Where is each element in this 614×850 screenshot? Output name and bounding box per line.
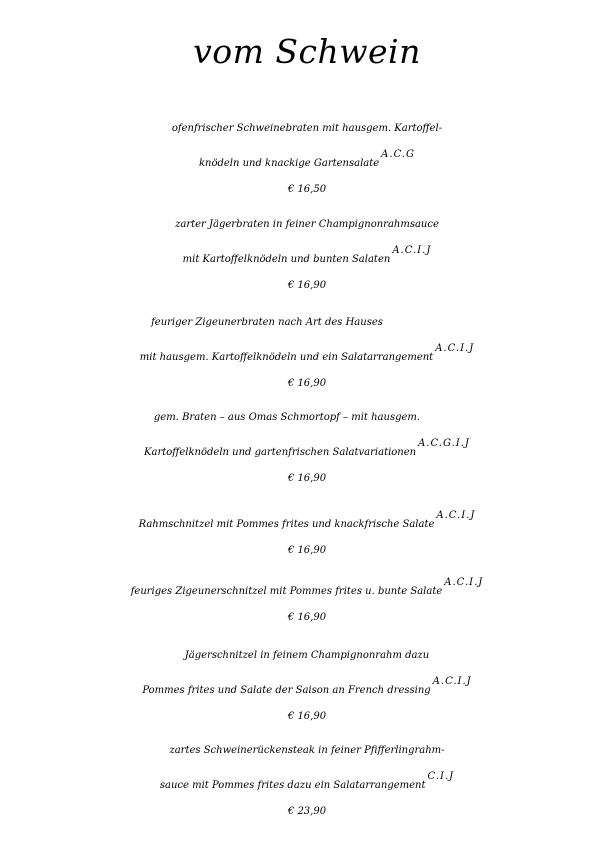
menu-item-price: € 16,90 — [287, 378, 327, 389]
menu-item — [0, 116, 614, 203]
menu-item — [0, 643, 614, 730]
menu-item-line: mit hausgem. Kartoffelknödeln und ein SalatarrangementA.C.I.J — [139, 343, 475, 363]
allergen-codes: A.C.I.J — [435, 343, 475, 354]
menu-item-line: Jägerschnitzel in feinem Champignonrahm dazu — [184, 650, 430, 661]
menu-item-price: € 16,90 — [287, 473, 327, 484]
menu-item-line: gem. Braten – aus Omas Schmortopf – mit hausgem. — [153, 412, 421, 423]
menu-item-line: feuriger Zigeunerbraten nach Art des Hauses — [151, 317, 383, 328]
menu-item-price: € 16,90 — [287, 711, 327, 722]
menu-item-price: € 16,50 — [287, 184, 327, 195]
menu-item — [0, 738, 614, 825]
menu-item — [0, 405, 614, 492]
menu-item-line: zartes Schweinerückensteak in feiner Pfifferlingrahm- — [169, 745, 445, 756]
menu-item-line: feuriges Zigeunerschnitzel mit Pommes frites u. bunte SalateA.C.I.J — [130, 577, 484, 597]
allergen-codes: A.C.G — [381, 149, 416, 160]
menu-item-line: Pommes frites und Salate der Saison an French dressingA.C.I.J — [142, 676, 472, 696]
menu-item-line: zarter Jägerbraten in feiner Champignonrahmsauce — [175, 219, 439, 230]
menu-item — [0, 503, 614, 564]
allergen-codes: A.C.I.J — [392, 245, 432, 256]
allergen-codes: A.C.G.I.J — [418, 438, 470, 449]
menu-item-price: € 16,90 — [287, 280, 327, 291]
menu-item — [0, 570, 614, 631]
page-title: vom Schwein — [193, 32, 421, 71]
menu-item-line: sauce mit Pommes frites dazu ein SalatarrangementC.I.J — [159, 771, 455, 791]
menu-item-line: Kartoffelknödeln und gartenfrischen SalatvariationenA.C.G.I.J — [144, 438, 470, 458]
allergen-codes: A.C.I.J — [432, 676, 472, 687]
menu-item-line: knödeln und knackige GartensalateA.C.G — [198, 149, 416, 169]
menu-item-price: € 16,90 — [287, 612, 327, 623]
menu-item-line: Rahmschnitzel mit Pommes frites und knackfrische SalateA.C.I.J — [138, 510, 476, 530]
menu-item-line: ofenfrischer Schweinebraten mit hausgem. Kartoffel- — [171, 123, 443, 134]
menu-item — [0, 212, 614, 299]
allergen-codes: C.I.J — [427, 771, 455, 782]
allergen-codes: A.C.I.J — [436, 510, 476, 521]
menu-item-price: € 23,90 — [287, 806, 327, 817]
menu-item-price: € 16,90 — [287, 545, 327, 556]
menu-item — [0, 310, 614, 397]
allergen-codes: A.C.I.J — [444, 577, 484, 588]
menu-item-line: mit Kartoffelknödeln und bunten SalatenA.C.I.J — [182, 245, 432, 265]
